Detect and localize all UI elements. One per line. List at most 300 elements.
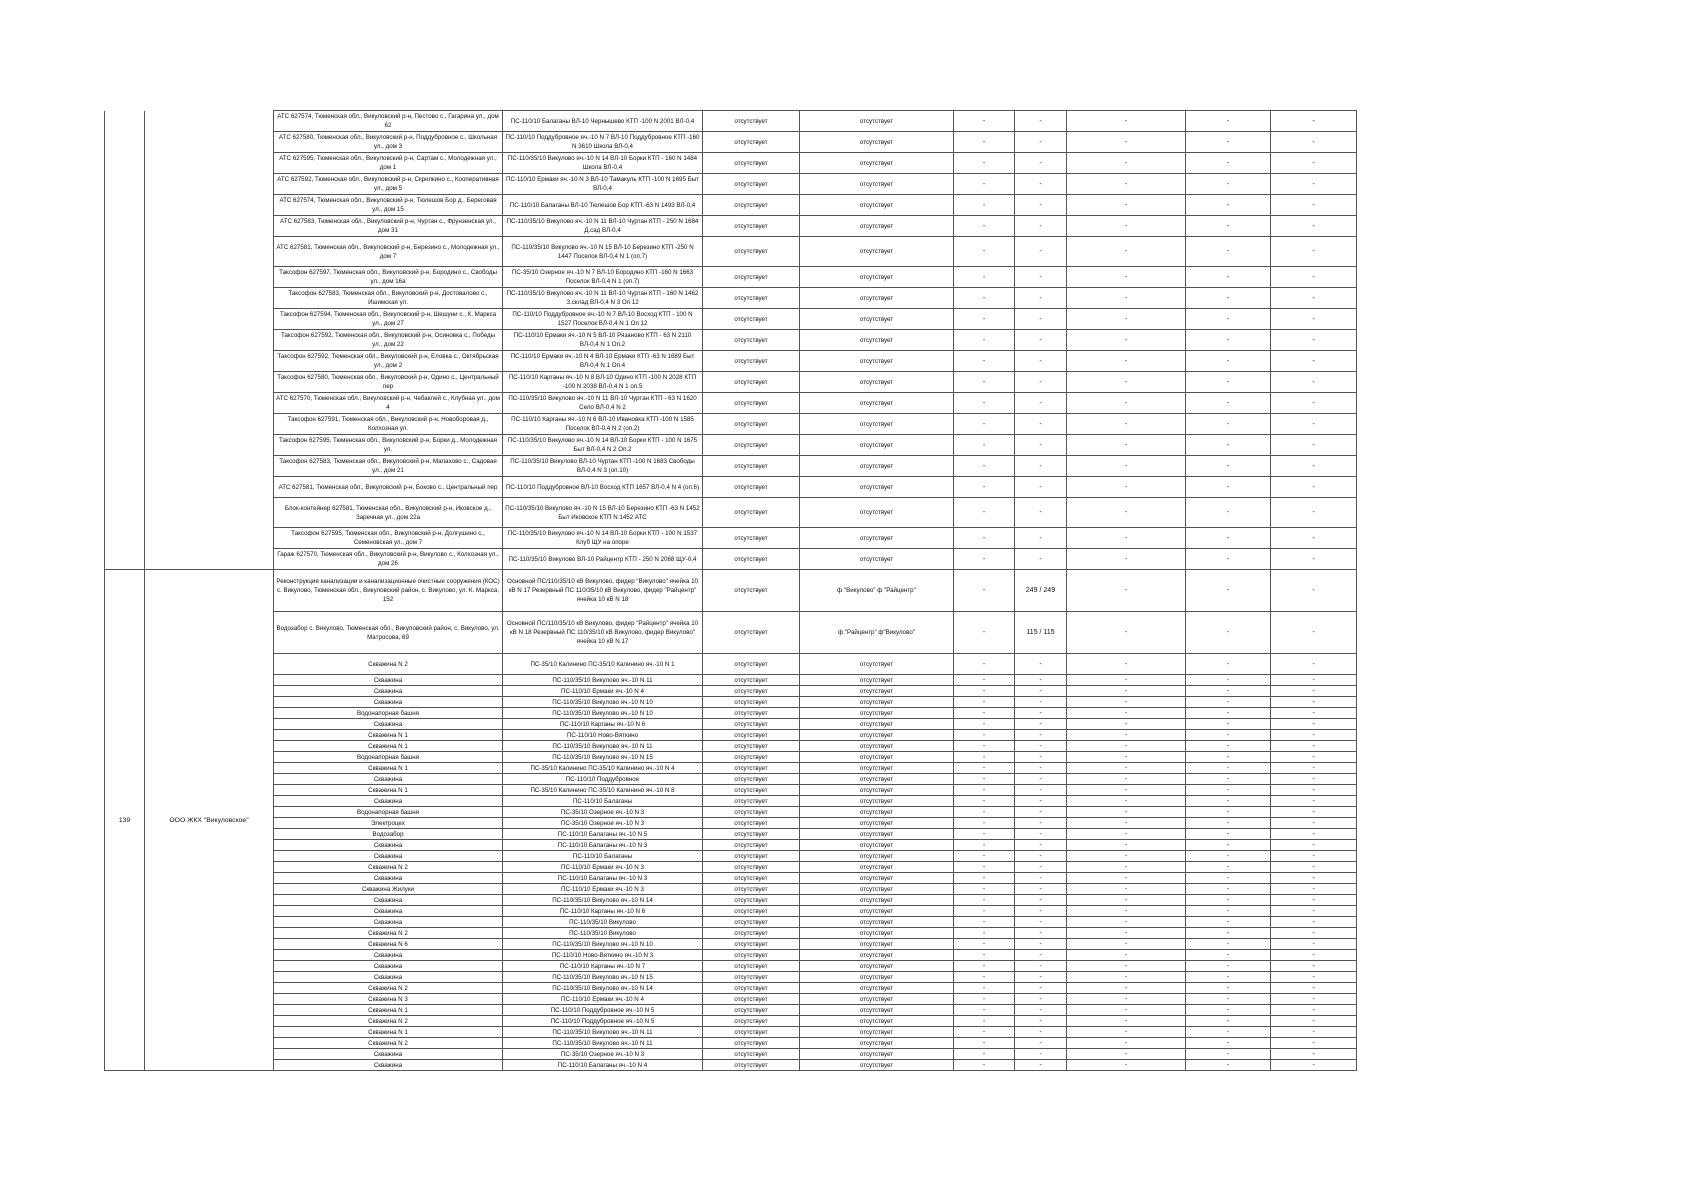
dash-cell: - <box>1067 917 1186 928</box>
dash-cell: - <box>1067 862 1186 873</box>
dash-cell: - <box>1271 288 1357 309</box>
dash-cell: - <box>1271 939 1357 950</box>
dash-cell: - <box>1271 851 1357 862</box>
object-cell: Скважина <box>274 917 503 928</box>
dash-cell: - <box>1186 237 1271 267</box>
dash-cell: - <box>954 216 1015 237</box>
table-row <box>105 873 1357 884</box>
reserve-cell: отсутствует <box>703 928 800 939</box>
supply-source-cell: ПС-110/10 Балаганы яч.-10 N 3 <box>503 873 703 884</box>
supply-source-cell: ПС-110/35/10 Викулово яч.-10 N 14 ВЛ-10 Борки КТП - 100 N 1537 Клуб ЩУ на опоре <box>503 528 703 549</box>
object-cell: Скважина N 2 <box>274 1016 503 1027</box>
feeder-cell: отсутствует <box>800 697 954 708</box>
feeder-cell: отсутствует <box>800 174 954 195</box>
table-row <box>105 393 1357 414</box>
dash-cell: - <box>1271 195 1357 216</box>
dash-cell: - <box>1271 829 1357 840</box>
dash-cell: - <box>1186 153 1271 174</box>
organization-name: ООО ЖКХ "Викуловское" <box>145 570 274 1071</box>
dash-cell: - <box>1067 950 1186 961</box>
dash-cell: - <box>1186 851 1271 862</box>
dash-cell: - <box>1271 414 1357 435</box>
dash-cell: - <box>1186 1049 1271 1060</box>
dash-cell: - <box>1067 719 1186 730</box>
feeder-cell: отсутствует <box>800 774 954 785</box>
dash-cell: - <box>1067 216 1186 237</box>
dash-cell: - <box>1271 807 1357 818</box>
object-cell: Скважина N 1 <box>274 741 503 752</box>
dash-cell: - <box>1186 873 1271 884</box>
reserve-cell: отсутствует <box>703 972 800 983</box>
dash-cell: - <box>1271 237 1357 267</box>
object-cell: Скважина <box>274 950 503 961</box>
feeder-cell: отсутствует <box>800 972 954 983</box>
capacity-cell: - <box>1015 840 1067 851</box>
capacity-cell: - <box>1015 288 1067 309</box>
reserve-cell: отсутствует <box>703 697 800 708</box>
dash-cell: - <box>1067 697 1186 708</box>
dash-cell: - <box>1067 477 1186 498</box>
dash-cell: - <box>954 829 1015 840</box>
dash-cell: - <box>954 393 1015 414</box>
feeder-cell: отсутствует <box>800 435 954 456</box>
supply-source-cell: ПС-35/10 Калинино ПС-35/10 Калинино яч.-10 N 4 <box>503 763 703 774</box>
dash-cell: - <box>1186 785 1271 796</box>
reserve-cell: отсутствует <box>703 796 800 807</box>
capacity-cell: - <box>1015 174 1067 195</box>
dash-cell: - <box>1067 267 1186 288</box>
dash-cell: - <box>1271 654 1357 675</box>
dash-cell: - <box>1271 675 1357 686</box>
feeder-cell: отсутствует <box>800 1049 954 1060</box>
dash-cell: - <box>1186 1027 1271 1038</box>
dash-cell: - <box>954 174 1015 195</box>
dash-cell: - <box>1271 1060 1357 1071</box>
capacity-cell: - <box>1015 456 1067 477</box>
supply-source-cell: ПС-110/10 Карганы яч.-10 N 8 ВЛ-10 Одино КТП -100 N 2028 КТП -100 N 2038 ВЛ-0,4 N 1 оп.5 <box>503 372 703 393</box>
dash-cell: - <box>954 939 1015 950</box>
dash-cell: - <box>1067 840 1186 851</box>
table-row <box>105 435 1357 456</box>
reserve-cell: отсутствует <box>703 752 800 763</box>
feeder-cell: отсутствует <box>800 917 954 928</box>
feeder-cell: отсутствует <box>800 961 954 972</box>
supply-source-cell: ПС-110/35/10 Викулово яч.-10 N 11 <box>503 1027 703 1038</box>
table-row <box>105 972 1357 983</box>
dash-cell: - <box>1271 741 1357 752</box>
feeder-cell: отсутствует <box>800 862 954 873</box>
supply-source-cell: ПС-110/35/10 Викулово яч.-10 N 15 ВЛ-10 Березино КТП -250 N 1447 Поселок ВЛ-0,4 N 1 (оп.7) <box>503 237 703 267</box>
reserve-cell: отсутствует <box>703 111 800 132</box>
dash-cell: - <box>1271 1027 1357 1038</box>
supply-source-cell: ПС-110/10 Ермаки яч.-10 N 4 <box>503 686 703 697</box>
table-row <box>105 1005 1357 1016</box>
capacity-cell: - <box>1015 906 1067 917</box>
feeder-cell: отсутствует <box>800 895 954 906</box>
dash-cell: - <box>1186 612 1271 654</box>
dash-cell: - <box>1186 818 1271 829</box>
dash-cell: - <box>1271 884 1357 895</box>
dash-cell: - <box>1067 906 1186 917</box>
object-cell: АТС 627581, Тюменская обл., Викуловский р-н, Боково с., Центральный пер <box>274 477 503 498</box>
supply-source-cell: ПС-110/35/10 Викулово яч.-10 N 10 <box>503 697 703 708</box>
reserve-cell: отсутствует <box>703 917 800 928</box>
capacity-cell: - <box>1015 330 1067 351</box>
capacity-cell: - <box>1015 1027 1067 1038</box>
dash-cell: - <box>954 477 1015 498</box>
table-row <box>105 818 1357 829</box>
reserve-cell: отсутствует <box>703 829 800 840</box>
capacity-cell: - <box>1015 785 1067 796</box>
dash-cell: - <box>1067 939 1186 950</box>
supply-source-cell: ПС-110/35/10 Викулово яч.-10 N 14 <box>503 983 703 994</box>
capacity-cell: - <box>1015 752 1067 763</box>
dash-cell: - <box>1271 1049 1357 1060</box>
dash-cell: - <box>1067 928 1186 939</box>
num-cell <box>105 351 145 372</box>
supply-source-cell: ПС-110/10 Карганы яч.-10 N 7 <box>503 961 703 972</box>
dash-cell: - <box>1186 435 1271 456</box>
dash-cell: - <box>1271 840 1357 851</box>
reserve-cell: отсутствует <box>703 372 800 393</box>
capacity-cell: - <box>1015 807 1067 818</box>
supply-source-cell: ПС-110/10 Поддубровное яч.-10 N 7 ВЛ-10 Восход КТП - 100 N 1527 Поселок ВЛ-0,4 N 1 Оп 12 <box>503 309 703 330</box>
dash-cell: - <box>954 528 1015 549</box>
dash-cell: - <box>1271 351 1357 372</box>
supply-source-cell: ПС-110/10 Балаганы яч.-10 N 4 <box>503 1060 703 1071</box>
reserve-cell: отсутствует <box>703 884 800 895</box>
supply-source-cell: ПС-110/10 Ермаки яч.-10 N 3 <box>503 884 703 895</box>
supply-source-cell: ПС-110/35/10 Викулово <box>503 917 703 928</box>
dash-cell: - <box>1067 330 1186 351</box>
num-cell <box>105 393 145 414</box>
dash-cell: - <box>1186 686 1271 697</box>
dash-cell: - <box>1186 895 1271 906</box>
feeder-cell: отсутствует <box>800 873 954 884</box>
table-row <box>105 477 1357 498</box>
dash-cell: - <box>954 950 1015 961</box>
supply-source-cell: ПС-35/10 Озерное яч.-10 N 3 <box>503 818 703 829</box>
table-row <box>105 884 1357 895</box>
dash-cell: - <box>954 132 1015 153</box>
feeder-cell: отсутствует <box>800 111 954 132</box>
object-cell: Скважина <box>274 851 503 862</box>
supply-source-cell: ПС-110/35/10 Викулово ВЛ-10 Райцентр КТП - 250 N 2068 ЩУ-0,4 <box>503 549 703 570</box>
reserve-cell: отсутствует <box>703 1027 800 1038</box>
dash-cell: - <box>954 372 1015 393</box>
capacity-cell: - <box>1015 895 1067 906</box>
dash-cell: - <box>1067 829 1186 840</box>
dash-cell: - <box>1186 477 1271 498</box>
dash-cell: - <box>1271 697 1357 708</box>
table-row <box>105 351 1357 372</box>
reserve-cell: отсутствует <box>703 840 800 851</box>
supply-source-cell: ПС-110/35/10 Викулово яч.-10 N 10 <box>503 939 703 950</box>
dash-cell: - <box>954 111 1015 132</box>
table-row <box>105 741 1357 752</box>
supply-source-cell: ПС-110/35/10 Викулово яч.-10 N 15 <box>503 972 703 983</box>
power-supply-table <box>104 110 1357 1071</box>
dash-cell: - <box>1067 309 1186 330</box>
object-cell: Электроцех <box>274 818 503 829</box>
supply-source-cell: ПС-110/35/10 Викулово яч.-10 N 11 <box>503 1038 703 1049</box>
object-cell: Скважина N 3 <box>274 994 503 1005</box>
num-cell <box>105 477 145 498</box>
table-row <box>105 570 1357 612</box>
table-row <box>105 654 1357 675</box>
org-cell <box>145 330 274 351</box>
feeder-cell: отсутствует <box>800 414 954 435</box>
capacity-cell: - <box>1015 132 1067 153</box>
object-cell: Таксофон 627592, Тюменская обл., Викуловский р-н, Осиновка с., Победы ул., дом 22 <box>274 330 503 351</box>
feeder-cell: отсутствует <box>800 851 954 862</box>
dash-cell: - <box>954 708 1015 719</box>
dash-cell: - <box>1067 1038 1186 1049</box>
dash-cell: - <box>1271 309 1357 330</box>
table-row <box>105 906 1357 917</box>
dash-cell: - <box>1067 372 1186 393</box>
capacity-cell: - <box>1015 1060 1067 1071</box>
dash-cell: - <box>1186 950 1271 961</box>
object-cell: Скважина N 1 <box>274 730 503 741</box>
supply-source-cell: ПС-110/10 Ново-Вяткино яч.-10 N 3 <box>503 950 703 961</box>
dash-cell: - <box>954 873 1015 884</box>
feeder-cell: отсутствует <box>800 741 954 752</box>
capacity-cell: - <box>1015 774 1067 785</box>
supply-source-cell: ПС-110/10 Поддубровное яч.-10 N 5 <box>503 1016 703 1027</box>
dash-cell: - <box>1186 654 1271 675</box>
capacity-cell: - <box>1015 414 1067 435</box>
dash-cell: - <box>1186 330 1271 351</box>
table-row <box>105 708 1357 719</box>
reserve-cell: отсутствует <box>703 939 800 950</box>
table-row <box>105 111 1357 132</box>
row-number: 139 <box>105 570 145 1071</box>
dash-cell: - <box>1271 174 1357 195</box>
dash-cell: - <box>1271 549 1357 570</box>
table-row <box>105 939 1357 950</box>
table-row <box>105 216 1357 237</box>
dash-cell: - <box>1067 895 1186 906</box>
supply-source-cell: ПС-110/35/10 Викулово яч.-10 N 10 <box>503 708 703 719</box>
org-cell <box>145 372 274 393</box>
dash-cell: - <box>1067 1027 1186 1038</box>
num-cell <box>105 216 145 237</box>
reserve-cell: отсутствует <box>703 132 800 153</box>
table-row <box>105 950 1357 961</box>
capacity-cell: - <box>1015 741 1067 752</box>
dash-cell: - <box>1067 237 1186 267</box>
feeder-cell: отсутствует <box>800 498 954 528</box>
dash-cell: - <box>1067 414 1186 435</box>
table-row <box>105 330 1357 351</box>
dash-cell: - <box>954 1016 1015 1027</box>
supply-source-cell: ПС-110/10 Ермаки яч.-10 N 3 ВЛ-10 Тамакуль КТП -100 N 1695 Быт ВЛ-0,4 <box>503 174 703 195</box>
supply-source-cell: Основной ПС/110/35/10 кВ Викулово, фидер "Райцентр" ячейка 10 кВ N 18 Резервный ПС 110/35/10 кВ Викулово, фидер Викулово" ячейка 10 кВ N 17 <box>503 612 703 654</box>
dash-cell: - <box>1271 528 1357 549</box>
dash-cell: - <box>954 267 1015 288</box>
dash-cell: - <box>954 1038 1015 1049</box>
dash-cell: - <box>1186 675 1271 686</box>
dash-cell: - <box>1067 741 1186 752</box>
dash-cell: - <box>954 906 1015 917</box>
dash-cell: - <box>1067 570 1186 612</box>
dash-cell: - <box>1067 686 1186 697</box>
table-row <box>105 862 1357 873</box>
object-cell: Скважина <box>274 961 503 972</box>
dash-cell: - <box>954 435 1015 456</box>
dash-cell: - <box>1186 884 1271 895</box>
reserve-cell: отсутствует <box>703 435 800 456</box>
dash-cell: - <box>954 983 1015 994</box>
reserve-cell: отсутствует <box>703 774 800 785</box>
reserve-cell: отсутствует <box>703 267 800 288</box>
object-cell: Водозабор <box>274 829 503 840</box>
dash-cell: - <box>1186 216 1271 237</box>
reserve-cell: отсутствует <box>703 895 800 906</box>
supply-source-cell: ПС-110/10 Балаганы яч.-10 N 5 <box>503 829 703 840</box>
dash-cell: - <box>1186 1016 1271 1027</box>
dash-cell: - <box>954 719 1015 730</box>
dash-cell: - <box>954 570 1015 612</box>
feeder-cell: отсутствует <box>800 1060 954 1071</box>
feeder-cell: отсутствует <box>800 132 954 153</box>
object-cell: Таксофон 627597, Тюменская обл., Викуловский р-н, Бородино с., Свободы ул., дом 16а <box>274 267 503 288</box>
reserve-cell: отсутствует <box>703 708 800 719</box>
object-cell: Таксофон 627583, Тюменская обл., Викуловский р-н, Достовалово с., Ишимская ул. <box>274 288 503 309</box>
object-cell: Водонапорная башня <box>274 752 503 763</box>
reserve-cell: отсутствует <box>703 1060 800 1071</box>
dash-cell: - <box>1067 752 1186 763</box>
dash-cell: - <box>1186 267 1271 288</box>
feeder-cell: отсутствует <box>800 456 954 477</box>
dash-cell: - <box>1067 851 1186 862</box>
reserve-cell: отсутствует <box>703 414 800 435</box>
object-cell: Блок-контейнер 627581, Тюменская обл., Викуловский р-н, Иковское д., Заречная ул., дом 22а <box>274 498 503 528</box>
dash-cell: - <box>1271 267 1357 288</box>
reserve-cell: отсутствует <box>703 528 800 549</box>
dash-cell: - <box>954 675 1015 686</box>
table-row <box>105 267 1357 288</box>
supply-source-cell: ПС-110/35/10 Викулово <box>503 928 703 939</box>
dash-cell: - <box>1067 796 1186 807</box>
dash-cell: - <box>1067 288 1186 309</box>
dash-cell: - <box>1067 498 1186 528</box>
feeder-cell: отсутствует <box>800 939 954 950</box>
dash-cell: - <box>1186 961 1271 972</box>
table-row <box>105 752 1357 763</box>
num-cell <box>105 414 145 435</box>
capacity-cell: - <box>1015 686 1067 697</box>
table-row <box>105 829 1357 840</box>
supply-source-cell: ПС-110/10 Балаганы яч.-10 N 3 <box>503 840 703 851</box>
dash-cell: - <box>1067 785 1186 796</box>
object-cell: Гараж 627570, Тюменская обл., Викуловский р-н, Викулово с., Колхозная ул., дом 26 <box>274 549 503 570</box>
num-cell <box>105 195 145 216</box>
dash-cell: - <box>954 862 1015 873</box>
dash-cell: - <box>1271 972 1357 983</box>
capacity-cell: - <box>1015 477 1067 498</box>
supply-source-cell: ПС-110/10 Ермаки яч.-10 N 5 ВЛ-10 Рязаново КТП - 63 N 2110 ВЛ-0,4 N 1 Оп.2 <box>503 330 703 351</box>
reserve-cell: отсутствует <box>703 174 800 195</box>
capacity-cell: - <box>1015 1038 1067 1049</box>
table-row <box>105 785 1357 796</box>
supply-source-cell: ПС-110/35/10 Викулово яч.-10 N 14 <box>503 895 703 906</box>
capacity-cell: - <box>1015 1049 1067 1060</box>
dash-cell: - <box>954 697 1015 708</box>
capacity-cell: - <box>1015 528 1067 549</box>
feeder-cell: отсутствует <box>800 1016 954 1027</box>
table-row <box>105 917 1357 928</box>
object-cell: Скважина N 2 <box>274 654 503 675</box>
feeder-cell: отсутствует <box>800 730 954 741</box>
feeder-cell: отсутствует <box>800 785 954 796</box>
reserve-cell: отсутствует <box>703 153 800 174</box>
dash-cell: - <box>1186 1060 1271 1071</box>
reserve-cell: отсутствует <box>703 851 800 862</box>
object-cell: АТС 627583, Тюменская обл., Викуловский р-н, Чуртан с., Фрунзенская ул., дом 31 <box>274 216 503 237</box>
object-cell: АТС 627574, Тюменская обл., Викуловский р-н, Пестово с., Гагарина ул., дом 62 <box>274 111 503 132</box>
dash-cell: - <box>954 928 1015 939</box>
dash-cell: - <box>1271 686 1357 697</box>
num-cell <box>105 111 145 132</box>
object-cell: Скважина N 2 <box>274 928 503 939</box>
reserve-cell: отсутствует <box>703 1016 800 1027</box>
reserve-cell: отсутствует <box>703 983 800 994</box>
feeder-cell: отсутствует <box>800 1027 954 1038</box>
dash-cell: - <box>1186 906 1271 917</box>
dash-cell: - <box>1067 873 1186 884</box>
dash-cell: - <box>954 237 1015 267</box>
table-row <box>105 983 1357 994</box>
object-cell: Скважина N 1 <box>274 1005 503 1016</box>
capacity-cell: - <box>1015 697 1067 708</box>
object-cell: Скважина <box>274 1049 503 1060</box>
org-cell <box>145 267 274 288</box>
dash-cell: - <box>1186 862 1271 873</box>
dash-cell: - <box>1271 456 1357 477</box>
dash-cell: - <box>1271 917 1357 928</box>
dash-cell: - <box>1271 1038 1357 1049</box>
org-cell <box>145 477 274 498</box>
dash-cell: - <box>1271 895 1357 906</box>
dash-cell: - <box>1271 763 1357 774</box>
dash-cell: - <box>1067 195 1186 216</box>
dash-cell: - <box>1186 972 1271 983</box>
capacity-cell: - <box>1015 851 1067 862</box>
table-row <box>105 195 1357 216</box>
dash-cell: - <box>954 1060 1015 1071</box>
dash-cell: - <box>1186 752 1271 763</box>
capacity-cell: - <box>1015 267 1067 288</box>
org-cell <box>145 549 274 570</box>
reserve-cell: отсутствует <box>703 950 800 961</box>
dash-cell: - <box>1186 393 1271 414</box>
dash-cell: - <box>1186 719 1271 730</box>
feeder-cell: отсутствует <box>800 1005 954 1016</box>
object-cell: Скважина N 1 <box>274 1027 503 1038</box>
num-cell <box>105 435 145 456</box>
dash-cell: - <box>954 686 1015 697</box>
org-cell <box>145 174 274 195</box>
dash-cell: - <box>1271 612 1357 654</box>
dash-cell: - <box>1067 884 1186 895</box>
table-body <box>105 111 1357 1071</box>
table-row <box>105 697 1357 708</box>
dash-cell: - <box>954 818 1015 829</box>
dash-cell: - <box>954 612 1015 654</box>
table-row <box>105 675 1357 686</box>
